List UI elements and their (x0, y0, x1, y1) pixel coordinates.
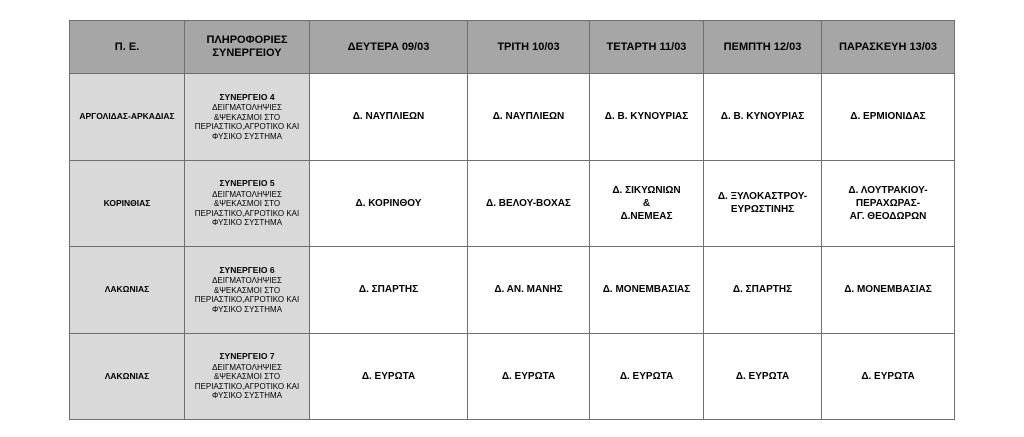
municipality-label: Δ. ΕΥΡΩΤΑ (619, 370, 674, 382)
day-assignment-cell (310, 74, 468, 161)
crew-name: ΣΥΝΕΡΓΕΙΟ 4 (219, 91, 275, 102)
day-assignment-cell (822, 247, 955, 334)
day-assignment-cell (704, 247, 822, 334)
municipality-label: Δ. ΑΝ. ΜΑΝΗΣ (494, 284, 563, 296)
municipality-label: Δ. ΝΑΥΠΛΙΕΩΝ (352, 111, 425, 123)
crew-info-cell (185, 160, 310, 247)
municipality-label: ΑΓ. ΘΕΟΔΩΡΩΝ (849, 210, 927, 222)
day-assignment-cell (590, 160, 704, 247)
header-pe: Π. Ε. (70, 21, 185, 74)
municipality-label: Δ. ΕΡΜΙΟΝΙΔΑΣ (850, 111, 926, 123)
day-assignment-cell (822, 333, 955, 420)
municipality-label: Δ. ΜΟΝΕΜΒΑΣΙΑΣ (602, 284, 691, 296)
regional-unit-cell: ΚΟΡΙΝΘΙΑΣ (70, 160, 185, 247)
day-assignment-cell (590, 74, 704, 161)
regional-unit-cell: ΛΑΚΩΝΙΑΣ (70, 333, 185, 420)
day-assignment-cell (822, 160, 955, 247)
header-row (70, 21, 955, 74)
day-assignment-cell (468, 160, 590, 247)
day-assignment-cell (310, 247, 468, 334)
day-assignment-cell (310, 333, 468, 420)
municipality-label: Δ. ΕΥΡΩΤΑ (735, 370, 790, 382)
table-header (70, 21, 955, 74)
header-day-monday: ΔΕΥΤΕΡΑ 09/03 (310, 21, 468, 74)
regional-unit-cell: ΛΑΚΩΝΙΑΣ (70, 247, 185, 334)
header-day-wednesday: ΤΕΤΑΡΤΗ 11/03 (590, 21, 704, 74)
day-assignment-cell (468, 333, 590, 420)
municipality-label: Δ. ΣΠΑΡΤΗΣ (358, 284, 419, 296)
header-info: ΠΛΗΡΟΦΟΡΙΕΣ ΣΥΝΕΡΓΕΙΟΥ (185, 21, 310, 74)
regional-unit-cell: ΑΡΓΟΛΙΔΑΣ-ΑΡΚΑΔΙΑΣ (70, 74, 185, 161)
municipality-label: Δ. Β. ΚΥΝΟΥΡΙΑΣ (720, 111, 805, 123)
crew-description: ΔΕΙΓΜΑΤΟΛΗΨΙΕΣ &ΨΕΚΑΣΜΟΙ ΣΤΟ ΠΕΡΙΑΣΤΙΚΟ,ΑΓΡΟΤΙΚΟ ΚΑΙ ΦΥΣΙΚΟ ΣΥΣΤΗΜΑ (194, 276, 300, 314)
crew-info-cell (185, 333, 310, 420)
municipality-label: Δ. ΞΥΛΟΚΑΣΤΡΟΥ- (717, 191, 808, 203)
day-assignment-cell (704, 333, 822, 420)
crew-description: ΔΕΙΓΜΑΤΟΛΗΨΙΕΣ &ΨΕΚΑΣΜΟΙ ΣΤΟ ΠΕΡΙΑΣΤΙΚΟ,ΑΓΡΟΤΙΚΟ ΚΑΙ ΦΥΣΙΚΟ ΣΥΣΤΗΜΑ (194, 189, 300, 227)
municipality-label: Δ. Β. ΚΥΝΟΥΡΙΑΣ (604, 111, 689, 123)
header-day-tuesday: ΤΡΙΤΗ 10/03 (468, 21, 590, 74)
schedule-table (69, 20, 955, 420)
crew-info-cell (185, 74, 310, 161)
table-row (70, 247, 955, 334)
crew-description: ΔΕΙΓΜΑΤΟΛΗΨΙΕΣ &ΨΕΚΑΣΜΟΙ ΣΤΟ ΠΕΡΙΑΣΤΙΚΟ,ΑΓΡΟΤΙΚΟ ΚΑΙ ΦΥΣΙΚΟ ΣΥΣΤΗΜΑ (194, 103, 300, 141)
table-body (70, 74, 955, 420)
municipality-label: Δ. ΜΟΝΕΜΒΑΣΙΑΣ (844, 284, 932, 296)
municipality-label: Δ. ΣΙΚΥΩΝΙΩΝ (612, 184, 681, 196)
municipality-label: Δ. ΚΟΡΙΝΘΟΥ (355, 197, 422, 209)
municipality-label: ΕΥΡΩΣΤΙΝΗΣ (730, 204, 795, 216)
table-row (70, 333, 955, 420)
table-row (70, 74, 955, 161)
day-assignment-cell (822, 74, 955, 161)
municipality-label: Δ. ΣΠΑΡΤΗΣ (732, 284, 793, 296)
municipality-label: Δ. ΛΟΥΤΡΑΚΙΟΥ- (848, 184, 928, 196)
crew-name: ΣΥΝΕΡΓΕΙΟ 5 (219, 178, 275, 188)
municipality-label: Δ.ΝΕΜΕΑΣ (620, 210, 673, 222)
municipality-label: Δ. ΕΥΡΩΤΑ (361, 370, 416, 382)
crew-name: ΣΥΝΕΡΓΕΙΟ 6 (219, 264, 275, 275)
day-assignment-cell (468, 247, 590, 334)
day-assignment-cell (590, 247, 704, 334)
municipality-label: ΠΕΡΑΧΩΡΑΣ- (855, 197, 921, 209)
crew-description: ΔΕΙΓΜΑΤΟΛΗΨΙΕΣ &ΨΕΚΑΣΜΟΙ ΣΤΟ ΠΕΡΙΑΣΤΙΚΟ,ΑΓΡΟΤΙΚΟ ΚΑΙ ΦΥΣΙΚΟ ΣΥΣΤΗΜΑ (194, 362, 300, 400)
municipality-label: Δ. ΕΥΡΩΤΑ (501, 370, 556, 382)
table-row (70, 160, 955, 247)
municipality-label: & (642, 197, 651, 209)
municipality-label: Δ. ΕΥΡΩΤΑ (861, 370, 915, 382)
municipality-label: Δ. ΒΕΛΟΥ-ΒΟΧΑΣ (486, 197, 571, 209)
day-assignment-cell (310, 160, 468, 247)
header-day-friday: ΠΑΡΑΣΚΕΥΗ 13/03 (822, 21, 955, 74)
day-assignment-cell (590, 333, 704, 420)
day-assignment-cell (704, 74, 822, 161)
day-assignment-cell (468, 74, 590, 161)
day-assignment-cell (704, 160, 822, 247)
crew-info-cell (185, 247, 310, 334)
header-day-thursday: ΠΕΜΠΤΗ 12/03 (704, 21, 822, 74)
municipality-label: Δ. ΝΑΥΠΛΙΕΩΝ (492, 111, 565, 123)
crew-name: ΣΥΝΕΡΓΕΙΟ 7 (219, 351, 275, 361)
